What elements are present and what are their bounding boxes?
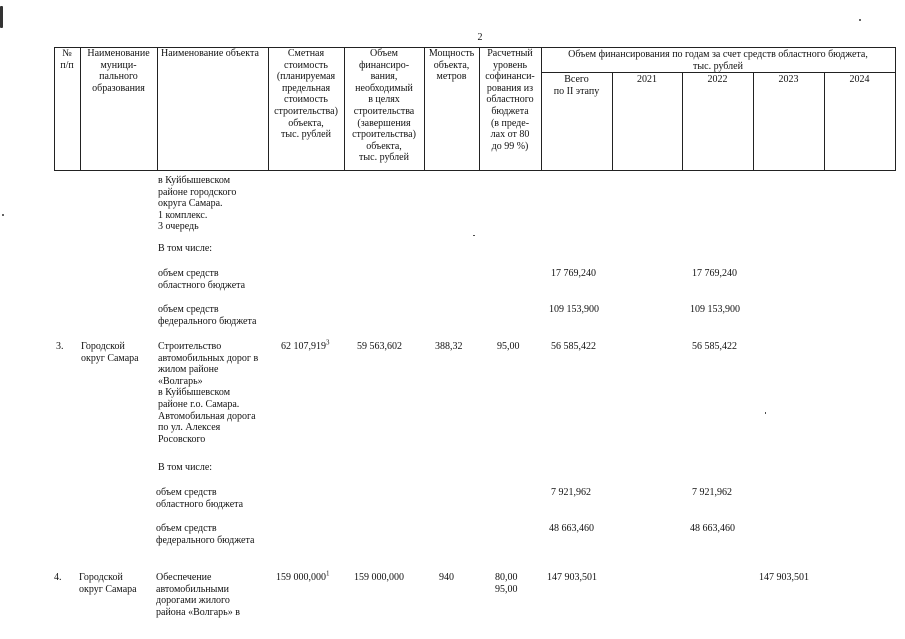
regional-budget-2022: 7 921,962: [692, 487, 732, 498]
estimated-cost-value: 62 107,919: [281, 341, 326, 352]
capacity: 940: [439, 572, 454, 583]
row-number: 4.: [54, 572, 62, 583]
header-financing-volume: Объем финансиро- вания, необходимый в целях строительства (завершения строительства) объекта, тыс. рублей: [352, 48, 416, 164]
federal-budget-total: 109 153,900: [549, 304, 599, 315]
header-municipality: Наименование муници- пального образования: [87, 48, 150, 94]
cofinancing-level: 80,00 95,00: [495, 572, 518, 595]
federal-budget-label: объем средств федерального бюджета: [158, 304, 257, 327]
federal-budget-2022: 109 153,900: [690, 304, 740, 315]
federal-budget-label: объем средств федерального бюджета: [156, 523, 255, 546]
estimated-cost: [281, 338, 330, 353]
header-financing-by-years: Объем финансирования по годам за счет средств областного бюджета, тыс. рублей: [568, 49, 868, 72]
footnote-mark: 3: [326, 338, 330, 347]
municipality-name: Городской округ Самара: [81, 341, 139, 364]
amount-2023: 147 903,501: [759, 572, 809, 583]
header-year-2024: 2024: [849, 74, 870, 85]
regional-budget-total: 7 921,962: [551, 487, 591, 498]
total-stage2: 56 585,422: [551, 341, 596, 352]
object-name: Обеспечение автомобильными дорогами жилого района «Волгарь» в: [156, 572, 240, 618]
page-number: 2: [477, 32, 483, 43]
regional-budget-2022: 17 769,240: [692, 268, 737, 279]
regional-budget-total: 17 769,240: [551, 268, 596, 279]
financing-volume: 159 000,000: [354, 572, 404, 583]
amount-2022: 56 585,422: [692, 341, 737, 352]
capacity: 388,32: [435, 341, 463, 352]
object-name: Строительство автомобильных дорог в жилом районе «Волгарь» в Куйбышевском районе г.о. Самара. Автомобильная дорога по ул. Алексея Росовского: [158, 341, 259, 445]
municipality-name: Городской округ Самара: [79, 572, 137, 595]
header-capacity: Мощность объекта, метров: [428, 48, 475, 83]
header-estimated-cost: Сметная стоимость (планируемая предельная стоимость строительства) объекта, тыс. рублей: [274, 48, 338, 141]
header-object: Наименование объекта: [161, 48, 259, 59]
estimated-cost-value: 159 000,000: [276, 572, 326, 583]
header-year-2021: 2021: [637, 74, 657, 85]
federal-budget-total: 48 663,460: [549, 523, 594, 534]
object-name-continuation: в Куйбышевском районе городского округа Самара. 1 комплекс. 3 очередь: [158, 175, 237, 233]
header-cofinancing-level: Расчетный уровень софинанси- рования из областного бюджета (в преде- лах от 80 до 99 %): [485, 48, 535, 152]
header-year-2023: 2023: [778, 74, 799, 85]
estimated-cost: [276, 569, 330, 584]
cofinancing-level: 95,00: [497, 341, 520, 352]
financing-volume: 59 563,602: [357, 341, 402, 352]
including-label: В том числе:: [158, 462, 213, 473]
header-year-2022: 2022: [707, 74, 728, 85]
row-number: 3.: [56, 341, 64, 352]
including-label: В том числе:: [158, 243, 213, 254]
regional-budget-label: объем средств областного бюджета: [156, 487, 244, 510]
regional-budget-label: объем средств областного бюджета: [158, 268, 246, 291]
header-num: № п/п: [60, 48, 74, 71]
footnote-mark: 1: [326, 569, 330, 578]
federal-budget-2022: 48 663,460: [690, 523, 735, 534]
header-total-stage2: Всего по II этапу: [553, 74, 600, 97]
total-stage2: 147 903,501: [547, 572, 597, 583]
